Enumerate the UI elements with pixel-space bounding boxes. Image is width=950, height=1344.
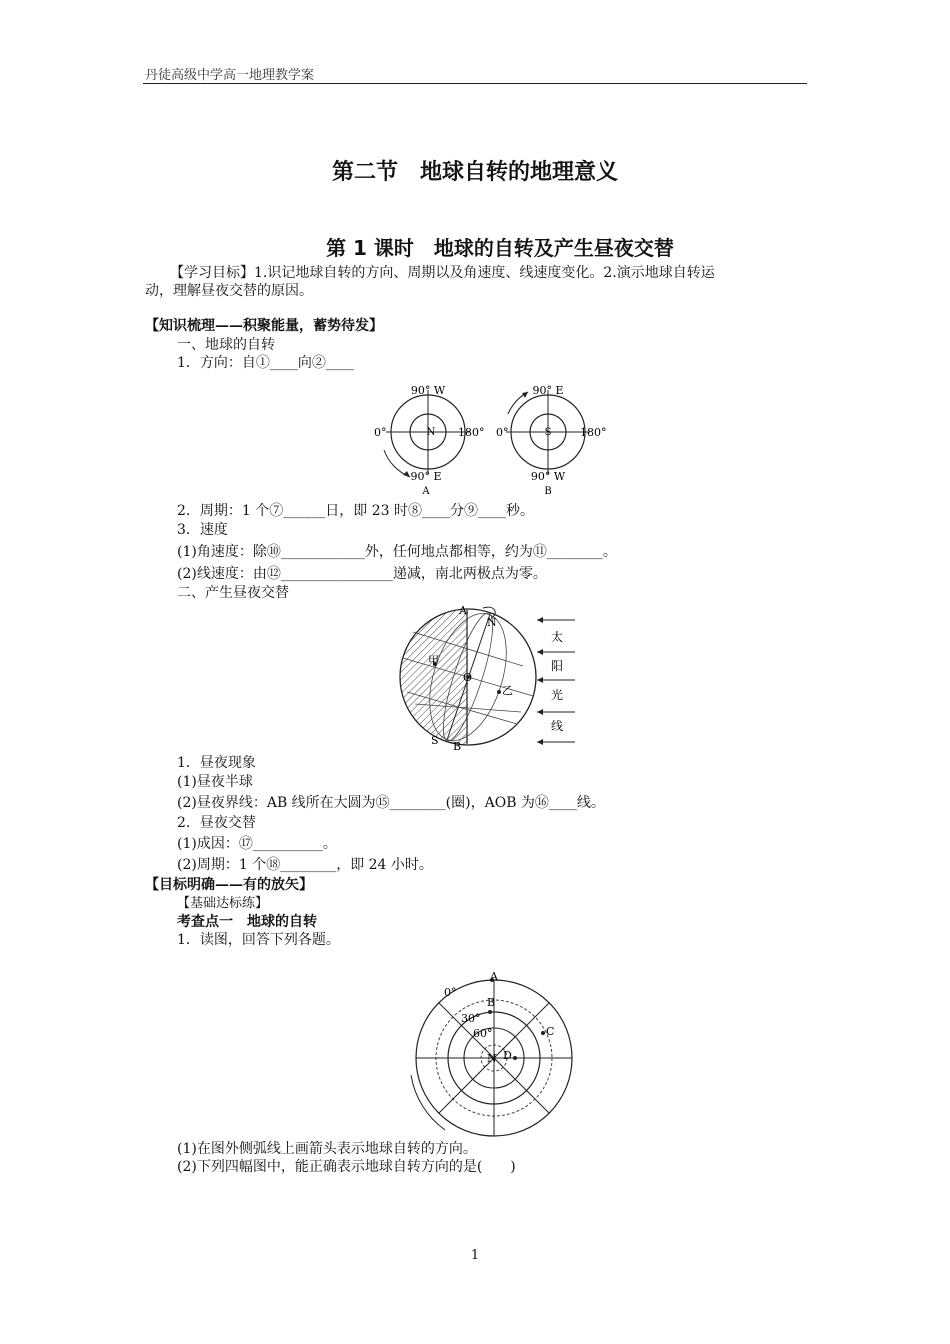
goals-sub: 【基础达标练】 [177,896,269,911]
fig1b-left-label: 0° [496,426,509,439]
part2-heading: 二、产生昼夜交替 [177,585,289,601]
page-number: 1 [470,1248,480,1263]
q1-direction: 1．方向：自①____向②____ [177,355,354,371]
fig1b-caption: B [544,486,552,497]
polar-view-a [374,384,485,497]
p2-q2b: (2)周期：1 个⑱________，即 24 小时。 [177,857,433,873]
sunlight-char-4: 线 [550,719,564,733]
fig2-label-o: O [463,671,473,684]
objectives-line2: 动，理解昼夜交替的原因。 [145,283,313,299]
objectives-label: 【学习目标】 [170,265,254,281]
fig3-label-zero: 0° [444,986,457,999]
fig2-label-s: S [431,734,439,747]
goals-heading: 【目标明确——有的放矢】 [145,877,313,893]
q3-linear-speed: (2)线速度：由⑫________________递减，南北两极点为零。 [177,566,547,582]
fig3-label-a: A [490,970,498,983]
part1-heading: 一、地球的自转 [177,337,275,353]
goals-point: 考查点一 地球的自转 [177,914,317,930]
p2-q1: 1．昼夜现象 [177,755,256,771]
header-rule [143,83,807,84]
page-header: 丹徒高级中学高一地理教学案 [145,68,315,83]
polar-view-b [496,384,607,497]
rotation-direction-figure [370,380,620,500]
fig3-label-d: D [503,1049,512,1062]
fig1a-bottom-label: 90° E [410,470,442,483]
p2-q1a: (1)昼夜半球 [177,774,253,790]
fig3-label-thirty: 30° [461,1012,481,1025]
fig2-label-b: B [453,740,462,752]
fig1b-bottom-label: 90° W [530,470,566,483]
fig1a-top-label: 90° W [410,384,446,397]
fig3-label-b: B [487,996,496,1009]
section-title: 第二节 地球自转的地理意义 [331,160,618,185]
fig1a-caption: A [422,486,430,497]
goals-q1a: (1)在图外侧弧线上画箭头表示地球自转的方向。 [177,1141,477,1157]
fig3-label-n: N [487,1052,497,1065]
fig1a-left-label: 0° [374,426,387,439]
lesson-title: 第 1 课时 地球的自转及产生昼夜交替 [326,236,674,260]
sunlight-char-1: 太 [550,630,564,644]
q2-period: 2．周期：1 个⑦______日，即 23 时⑧____分⑨____秒。 [177,503,534,519]
fig1a-right-label: 180° [458,426,485,439]
fig3-label-c: C [546,1025,555,1038]
fig3-label-sixty: 60° [473,1027,493,1040]
objectives-text1: 1.识记地球自转的方向、周期以及角速度、线速度变化。2.演示地球自转运 [254,265,715,281]
fig2-label-n: N [487,616,497,629]
fig1b-center-label: S [544,427,552,438]
knowledge-heading: 【知识梳理——积聚能量，蓄势待发】 [145,318,383,334]
fig2-label-yi: 乙 [502,684,513,697]
fig1b-top-label: 90° E [532,384,564,397]
goals-q1b: (2)下列四幅图中，能正确表示地球自转方向的是( ) [177,1159,516,1175]
fig1b-right-label: 180° [580,426,607,439]
sunlight-char-3: 光 [550,688,564,702]
fig2-label-a: A [459,604,467,617]
p2-q2: 2．昼夜交替 [177,815,256,831]
fig2-label-jia: 甲 [428,654,439,667]
q3-speed: 3．速度 [177,522,228,538]
day-night-figure [395,600,585,752]
polar-latitude-figure [405,965,585,1137]
p2-q2a: (1)成因：⑰__________。 [177,836,337,852]
goals-q1: 1．读图，回答下列各题。 [177,932,340,948]
q3-angular-speed: (1)角速度：除⑩____________外，任何地点都相等，约为⑪________。 [177,544,617,560]
objectives-line1 [170,262,715,282]
fig1a-center-label: N [426,427,436,438]
sunlight-char-2: 阳 [550,659,564,673]
sunlight-arrows [537,617,575,745]
p2-q1b: (2)昼夜界线：AB 线所在大圆为⑮________(圈)，AOB 为⑯____线。 [177,795,605,811]
